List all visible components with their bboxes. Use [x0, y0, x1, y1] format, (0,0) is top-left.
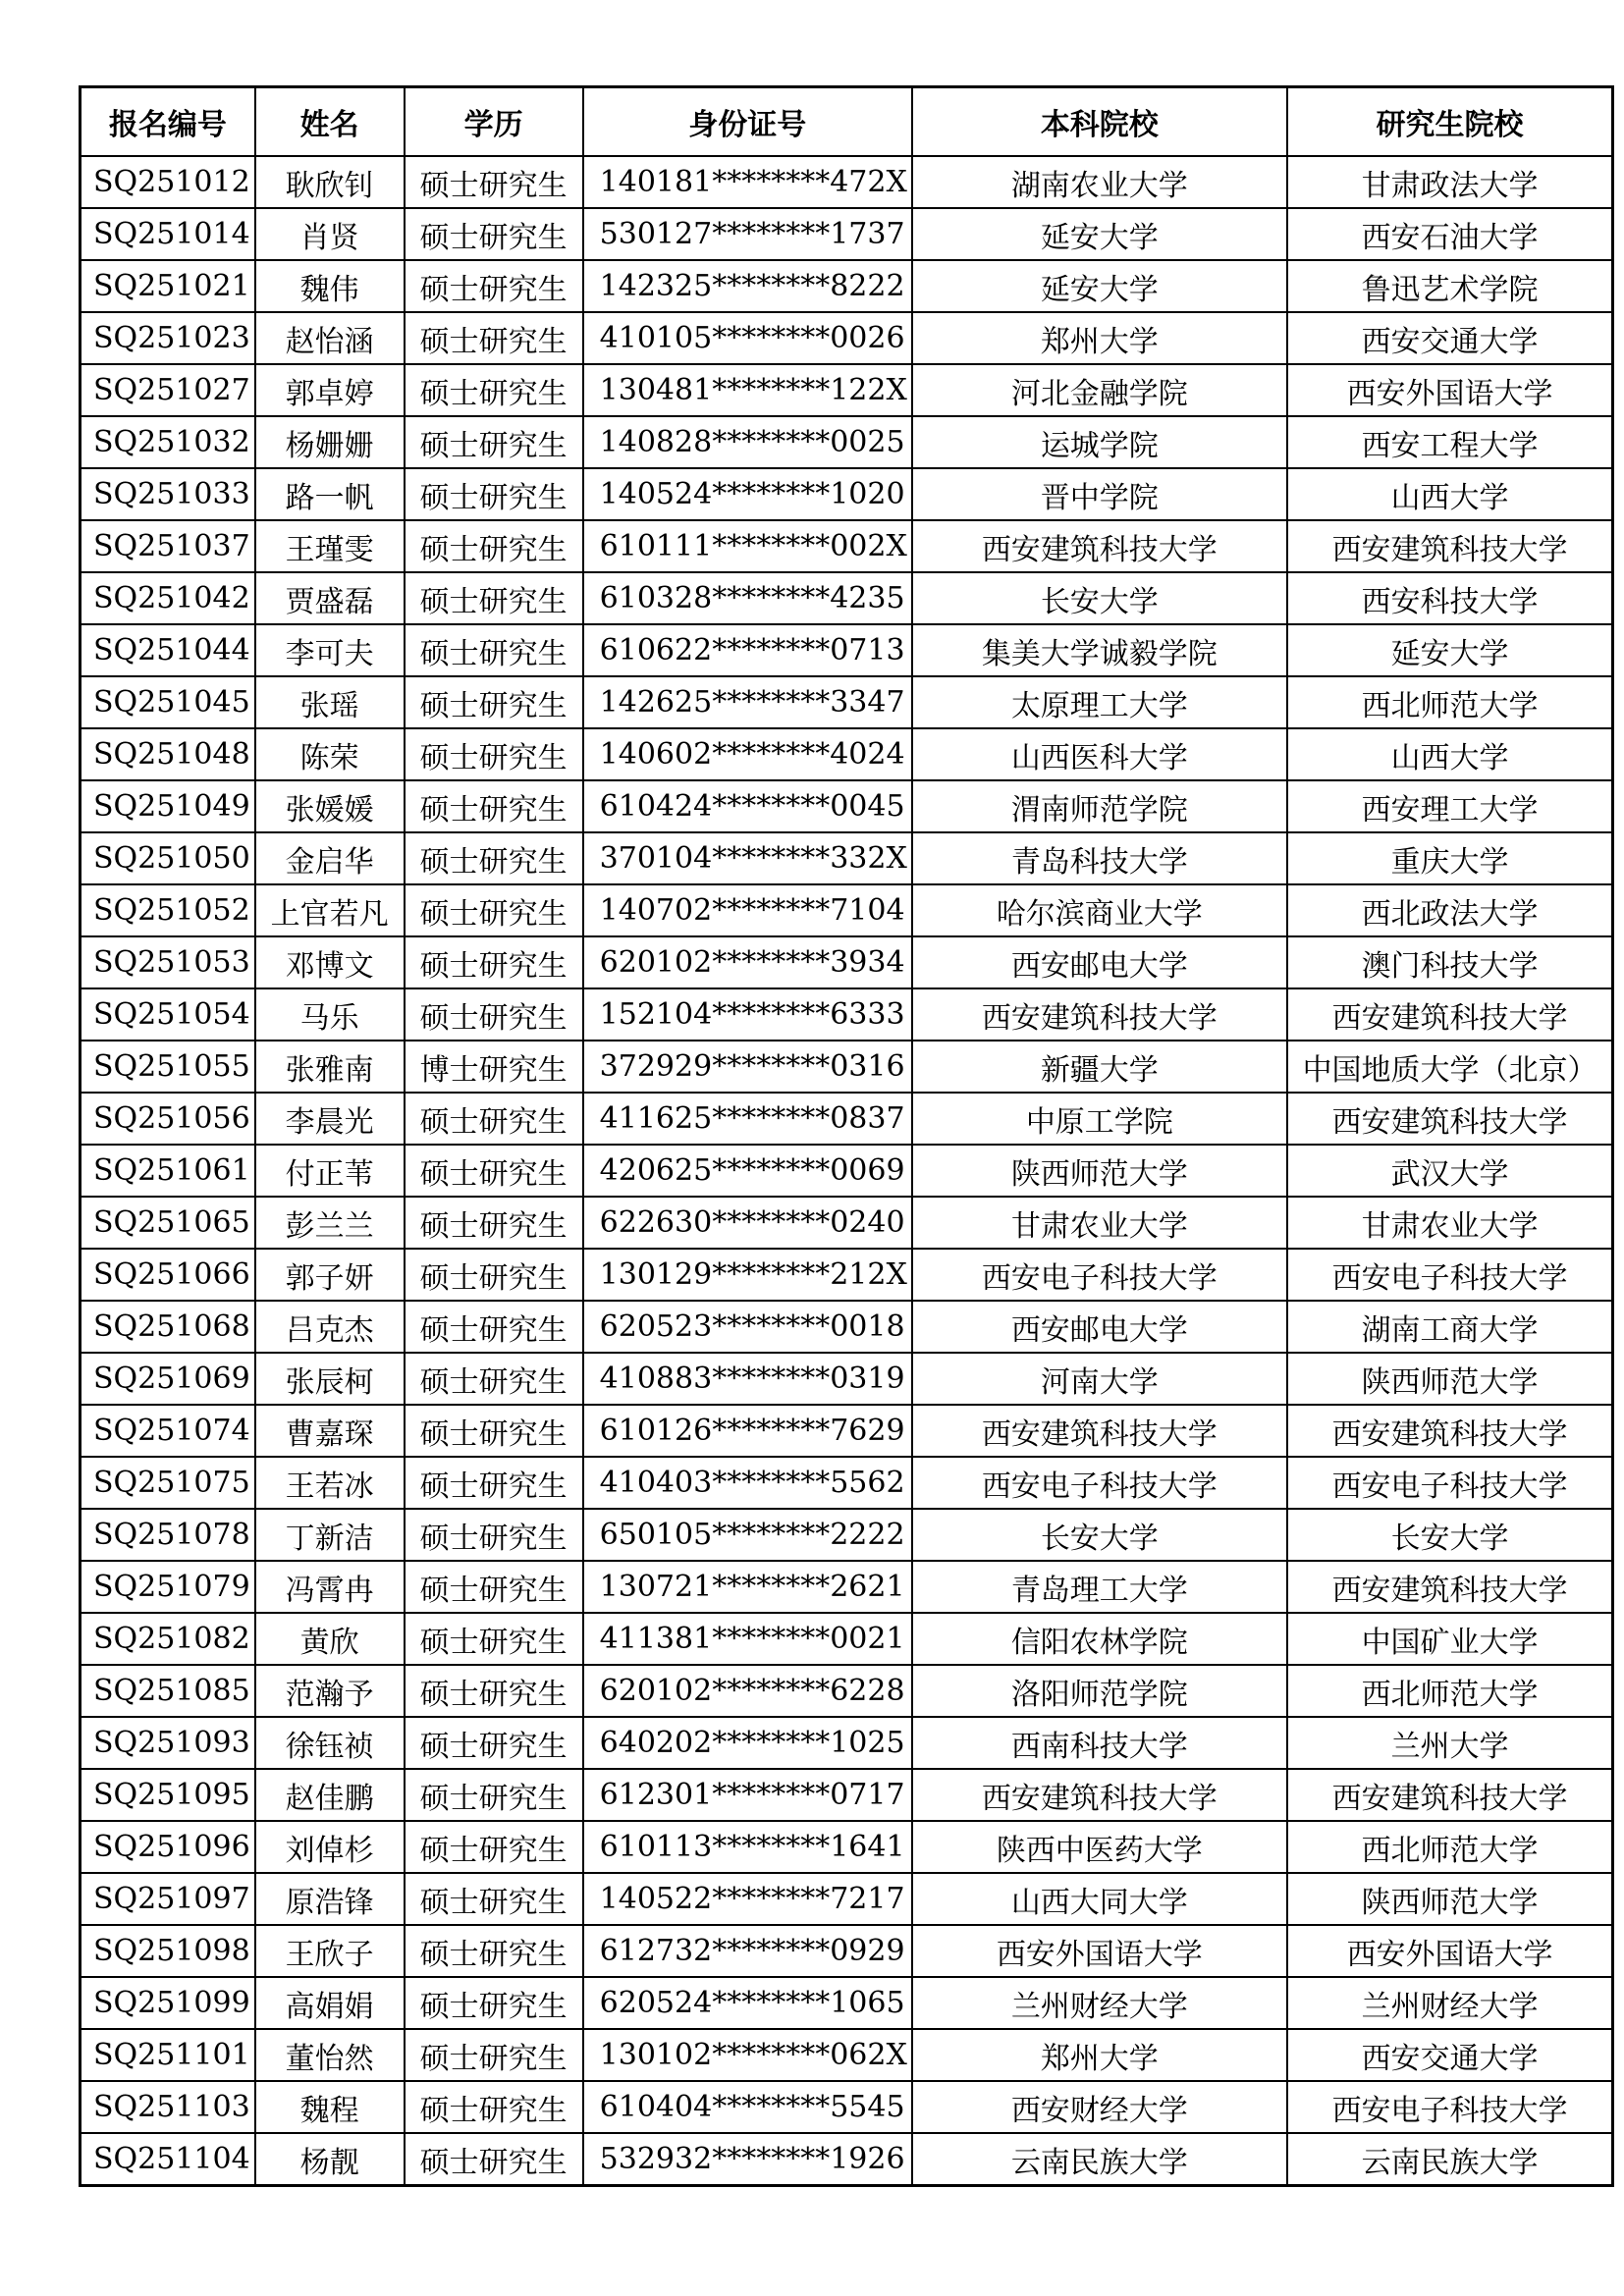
degree-cell: 硕士研究生	[405, 1925, 583, 1977]
undergrad-school-cell: 西安邮电大学	[912, 936, 1287, 988]
graduate-school-cell: 甘肃政法大学	[1287, 156, 1613, 208]
table-row	[81, 156, 1613, 208]
undergrad-school-cell: 河南大学	[912, 1353, 1287, 1405]
degree-cell: 硕士研究生	[405, 260, 583, 312]
name-cell: 邓博文	[255, 936, 405, 988]
id-number-cell: 650105********2222	[583, 1509, 912, 1561]
degree-cell: 硕士研究生	[405, 468, 583, 520]
degree-cell: 硕士研究生	[405, 312, 583, 364]
table-row	[81, 572, 1613, 624]
name-cell: 刘倬杉	[255, 1821, 405, 1873]
registration-no-cell: SQ251050	[81, 832, 255, 884]
table-row	[81, 2133, 1613, 2186]
name-cell: 冯霄冉	[255, 1561, 405, 1613]
registration-no-cell: SQ251032	[81, 416, 255, 468]
registration-no-cell: SQ251044	[81, 624, 255, 676]
registration-no-cell: SQ251053	[81, 936, 255, 988]
table-header	[81, 87, 1613, 157]
id-number-cell: 620102********3934	[583, 936, 912, 988]
graduate-school-cell: 西北政法大学	[1287, 884, 1613, 936]
registration-no-cell: SQ251021	[81, 260, 255, 312]
undergrad-school-cell: 中原工学院	[912, 1093, 1287, 1145]
name-cell: 王若冰	[255, 1457, 405, 1509]
id-number-cell: 370104********332X	[583, 832, 912, 884]
degree-cell: 硕士研究生	[405, 1717, 583, 1769]
name-cell: 杨姗姗	[255, 416, 405, 468]
id-number-cell: 410883********0319	[583, 1353, 912, 1405]
degree-cell: 硕士研究生	[405, 572, 583, 624]
degree-cell: 硕士研究生	[405, 624, 583, 676]
graduate-school-cell: 西安建筑科技大学	[1287, 1561, 1613, 1613]
degree-cell: 硕士研究生	[405, 1977, 583, 2029]
registration-no-cell: SQ251099	[81, 1977, 255, 2029]
graduate-school-cell: 澳门科技大学	[1287, 936, 1613, 988]
name-cell: 陈荣	[255, 728, 405, 780]
graduate-school-cell: 西北师范大学	[1287, 1665, 1613, 1717]
degree-cell: 硕士研究生	[405, 1353, 583, 1405]
table-body	[81, 156, 1613, 2186]
graduate-school-cell: 重庆大学	[1287, 832, 1613, 884]
degree-cell: 硕士研究生	[405, 1561, 583, 1613]
id-number-cell: 420625********0069	[583, 1145, 912, 1197]
undergrad-school-cell: 云南民族大学	[912, 2133, 1287, 2186]
graduate-school-cell: 西安建筑科技大学	[1287, 1405, 1613, 1457]
table-row	[81, 1093, 1613, 1145]
id-number-cell: 532932********1926	[583, 2133, 912, 2186]
degree-cell: 硕士研究生	[405, 2029, 583, 2081]
graduate-school-cell: 山西大学	[1287, 728, 1613, 780]
undergrad-school-cell: 山西大同大学	[912, 1873, 1287, 1925]
graduate-school-cell: 长安大学	[1287, 1509, 1613, 1561]
undergrad-school-cell: 渭南师范学院	[912, 780, 1287, 832]
degree-cell: 硕士研究生	[405, 520, 583, 572]
id-number-cell: 410403********5562	[583, 1457, 912, 1509]
undergrad-school-cell: 陕西中医药大学	[912, 1821, 1287, 1873]
registration-no-cell: SQ251042	[81, 572, 255, 624]
graduate-school-cell: 西安电子科技大学	[1287, 2081, 1613, 2133]
graduate-school-cell: 武汉大学	[1287, 1145, 1613, 1197]
undergrad-school-cell: 青岛科技大学	[912, 832, 1287, 884]
table-row	[81, 1249, 1613, 1301]
id-number-cell: 130481********122X	[583, 364, 912, 416]
registration-no-cell: SQ251079	[81, 1561, 255, 1613]
graduate-school-cell: 西安建筑科技大学	[1287, 988, 1613, 1041]
table-row	[81, 728, 1613, 780]
degree-cell: 硕士研究生	[405, 1613, 583, 1665]
id-number-cell: 610328********4235	[583, 572, 912, 624]
table-row	[81, 1717, 1613, 1769]
table-row	[81, 780, 1613, 832]
registration-no-cell: SQ251037	[81, 520, 255, 572]
id-number-cell: 612301********0717	[583, 1769, 912, 1821]
id-number-cell: 140524********1020	[583, 468, 912, 520]
registration-no-cell: SQ251061	[81, 1145, 255, 1197]
id-number-cell: 372929********0316	[583, 1041, 912, 1093]
degree-cell: 硕士研究生	[405, 208, 583, 260]
header-graduate-school: 研究生院校	[1287, 87, 1613, 157]
name-cell: 赵怡涵	[255, 312, 405, 364]
degree-cell: 硕士研究生	[405, 1405, 583, 1457]
graduate-school-cell: 山西大学	[1287, 468, 1613, 520]
degree-cell: 硕士研究生	[405, 988, 583, 1041]
id-number-cell: 610404********5545	[583, 2081, 912, 2133]
registration-no-cell: SQ251096	[81, 1821, 255, 1873]
name-cell: 彭兰兰	[255, 1197, 405, 1249]
id-number-cell: 130102********062X	[583, 2029, 912, 2081]
table-row	[81, 1769, 1613, 1821]
graduate-school-cell: 湖南工商大学	[1287, 1301, 1613, 1353]
name-cell: 范瀚予	[255, 1665, 405, 1717]
graduate-school-cell: 西安科技大学	[1287, 572, 1613, 624]
undergrad-school-cell: 信阳农林学院	[912, 1613, 1287, 1665]
name-cell: 郭卓婷	[255, 364, 405, 416]
undergrad-school-cell: 延安大学	[912, 208, 1287, 260]
undergrad-school-cell: 郑州大学	[912, 2029, 1287, 2081]
name-cell: 丁新洁	[255, 1509, 405, 1561]
table-row	[81, 1561, 1613, 1613]
registration-no-cell: SQ251068	[81, 1301, 255, 1353]
name-cell: 王瑾雯	[255, 520, 405, 572]
id-number-cell: 610111********002X	[583, 520, 912, 572]
undergrad-school-cell: 西南科技大学	[912, 1717, 1287, 1769]
graduate-school-cell: 陕西师范大学	[1287, 1873, 1613, 1925]
registration-no-cell: SQ251104	[81, 2133, 255, 2186]
undergrad-school-cell: 兰州财经大学	[912, 1977, 1287, 2029]
id-number-cell: 142625********3347	[583, 676, 912, 728]
registration-no-cell: SQ251027	[81, 364, 255, 416]
registration-no-cell: SQ251082	[81, 1613, 255, 1665]
id-number-cell: 620102********6228	[583, 1665, 912, 1717]
undergrad-school-cell: 青岛理工大学	[912, 1561, 1287, 1613]
undergrad-school-cell: 山西医科大学	[912, 728, 1287, 780]
undergrad-school-cell: 西安建筑科技大学	[912, 1405, 1287, 1457]
name-cell: 金启华	[255, 832, 405, 884]
graduate-school-cell: 西安建筑科技大学	[1287, 1093, 1613, 1145]
graduate-school-cell: 中国地质大学（北京）	[1287, 1041, 1613, 1093]
table-row	[81, 1665, 1613, 1717]
graduate-school-cell: 西安石油大学	[1287, 208, 1613, 260]
undergrad-school-cell: 哈尔滨商业大学	[912, 884, 1287, 936]
registration-no-cell: SQ251023	[81, 312, 255, 364]
degree-cell: 硕士研究生	[405, 1145, 583, 1197]
name-cell: 张瑶	[255, 676, 405, 728]
registration-no-cell: SQ251095	[81, 1769, 255, 1821]
name-cell: 张媛媛	[255, 780, 405, 832]
undergrad-school-cell: 湖南农业大学	[912, 156, 1287, 208]
table-row	[81, 624, 1613, 676]
id-number-cell: 622630********0240	[583, 1197, 912, 1249]
table-row	[81, 2081, 1613, 2133]
degree-cell: 硕士研究生	[405, 1093, 583, 1145]
graduate-school-cell: 西安交通大学	[1287, 2029, 1613, 2081]
table-row	[81, 208, 1613, 260]
registration-no-cell: SQ251098	[81, 1925, 255, 1977]
table-row	[81, 1873, 1613, 1925]
undergrad-school-cell: 西安电子科技大学	[912, 1457, 1287, 1509]
degree-cell: 博士研究生	[405, 1041, 583, 1093]
registration-no-cell: SQ251014	[81, 208, 255, 260]
degree-cell: 硕士研究生	[405, 832, 583, 884]
header-undergrad-school: 本科院校	[912, 87, 1287, 157]
degree-cell: 硕士研究生	[405, 884, 583, 936]
table-row	[81, 1041, 1613, 1093]
id-number-cell: 640202********1025	[583, 1717, 912, 1769]
id-number-cell: 152104********6333	[583, 988, 912, 1041]
graduate-school-cell: 西安交通大学	[1287, 312, 1613, 364]
registration-no-cell: SQ251103	[81, 2081, 255, 2133]
id-number-cell: 612732********0929	[583, 1925, 912, 1977]
table-row	[81, 364, 1613, 416]
degree-cell: 硕士研究生	[405, 1457, 583, 1509]
graduate-school-cell: 延安大学	[1287, 624, 1613, 676]
name-cell: 杨靓	[255, 2133, 405, 2186]
header-name: 姓名	[255, 87, 405, 157]
registration-no-cell: SQ251066	[81, 1249, 255, 1301]
graduate-school-cell: 兰州大学	[1287, 1717, 1613, 1769]
id-number-cell: 140522********7217	[583, 1873, 912, 1925]
degree-cell: 硕士研究生	[405, 1769, 583, 1821]
undergrad-school-cell: 西安建筑科技大学	[912, 1769, 1287, 1821]
id-number-cell: 140602********4024	[583, 728, 912, 780]
name-cell: 曹嘉琛	[255, 1405, 405, 1457]
name-cell: 郭子妍	[255, 1249, 405, 1301]
undergrad-school-cell: 新疆大学	[912, 1041, 1287, 1093]
name-cell: 路一帆	[255, 468, 405, 520]
undergrad-school-cell: 西安外国语大学	[912, 1925, 1287, 1977]
degree-cell: 硕士研究生	[405, 156, 583, 208]
degree-cell: 硕士研究生	[405, 2133, 583, 2186]
table-row	[81, 832, 1613, 884]
graduate-school-cell: 西安理工大学	[1287, 780, 1613, 832]
registration-no-cell: SQ251101	[81, 2029, 255, 2081]
table-row	[81, 1821, 1613, 1873]
degree-cell: 硕士研究生	[405, 936, 583, 988]
id-number-cell: 130721********2621	[583, 1561, 912, 1613]
table-row	[81, 1353, 1613, 1405]
degree-cell: 硕士研究生	[405, 1821, 583, 1873]
registration-no-cell: SQ251048	[81, 728, 255, 780]
table-row	[81, 676, 1613, 728]
table-row	[81, 260, 1613, 312]
graduate-school-cell: 西安建筑科技大学	[1287, 1769, 1613, 1821]
undergrad-school-cell: 长安大学	[912, 572, 1287, 624]
name-cell: 赵佳鹏	[255, 1769, 405, 1821]
name-cell: 原浩锋	[255, 1873, 405, 1925]
table-row	[81, 520, 1613, 572]
table-row	[81, 1197, 1613, 1249]
table-row	[81, 312, 1613, 364]
degree-cell: 硕士研究生	[405, 416, 583, 468]
id-number-cell: 410105********0026	[583, 312, 912, 364]
table-row	[81, 936, 1613, 988]
id-number-cell: 530127********1737	[583, 208, 912, 260]
graduate-school-cell: 西安建筑科技大学	[1287, 520, 1613, 572]
registration-no-cell: SQ251012	[81, 156, 255, 208]
degree-cell: 硕士研究生	[405, 1665, 583, 1717]
table-row	[81, 1977, 1613, 2029]
undergrad-school-cell: 长安大学	[912, 1509, 1287, 1561]
degree-cell: 硕士研究生	[405, 1873, 583, 1925]
table-row	[81, 1145, 1613, 1197]
graduate-school-cell: 西北师范大学	[1287, 676, 1613, 728]
registration-no-cell: SQ251085	[81, 1665, 255, 1717]
undergrad-school-cell: 陕西师范大学	[912, 1145, 1287, 1197]
name-cell: 上官若凡	[255, 884, 405, 936]
id-number-cell: 140181********472X	[583, 156, 912, 208]
name-cell: 张辰柯	[255, 1353, 405, 1405]
name-cell: 贾盛磊	[255, 572, 405, 624]
table-row	[81, 1613, 1613, 1665]
id-number-cell: 142325********8222	[583, 260, 912, 312]
graduate-school-cell: 西安工程大学	[1287, 416, 1613, 468]
undergrad-school-cell: 西安建筑科技大学	[912, 520, 1287, 572]
name-cell: 马乐	[255, 988, 405, 1041]
undergrad-school-cell: 西安财经大学	[912, 2081, 1287, 2133]
name-cell: 李晨光	[255, 1093, 405, 1145]
table-row	[81, 468, 1613, 520]
undergrad-school-cell: 延安大学	[912, 260, 1287, 312]
registration-no-cell: SQ251056	[81, 1093, 255, 1145]
table-row	[81, 1925, 1613, 1977]
registration-no-cell: SQ251049	[81, 780, 255, 832]
undergrad-school-cell: 甘肃农业大学	[912, 1197, 1287, 1249]
registration-no-cell: SQ251054	[81, 988, 255, 1041]
name-cell: 高娟娟	[255, 1977, 405, 2029]
registration-no-cell: SQ251074	[81, 1405, 255, 1457]
id-number-cell: 411625********0837	[583, 1093, 912, 1145]
name-cell: 董怡然	[255, 2029, 405, 2081]
graduate-school-cell: 兰州财经大学	[1287, 1977, 1613, 2029]
name-cell: 耿欣钊	[255, 156, 405, 208]
undergrad-school-cell: 西安邮电大学	[912, 1301, 1287, 1353]
table-row	[81, 884, 1613, 936]
graduate-school-cell: 中国矿业大学	[1287, 1613, 1613, 1665]
registration-no-cell: SQ251097	[81, 1873, 255, 1925]
degree-cell: 硕士研究生	[405, 728, 583, 780]
graduate-school-cell: 陕西师范大学	[1287, 1353, 1613, 1405]
undergrad-school-cell: 郑州大学	[912, 312, 1287, 364]
graduate-school-cell: 鲁迅艺术学院	[1287, 260, 1613, 312]
degree-cell: 硕士研究生	[405, 780, 583, 832]
graduate-school-cell: 西安外国语大学	[1287, 364, 1613, 416]
id-number-cell: 620523********0018	[583, 1301, 912, 1353]
degree-cell: 硕士研究生	[405, 2081, 583, 2133]
registration-no-cell: SQ251093	[81, 1717, 255, 1769]
id-number-cell: 610424********0045	[583, 780, 912, 832]
header-registration-no: 报名编号	[81, 87, 255, 157]
degree-cell: 硕士研究生	[405, 1197, 583, 1249]
table-row	[81, 1509, 1613, 1561]
graduate-school-cell: 甘肃农业大学	[1287, 1197, 1613, 1249]
table-row	[81, 1301, 1613, 1353]
degree-cell: 硕士研究生	[405, 1509, 583, 1561]
registration-no-cell: SQ251033	[81, 468, 255, 520]
undergrad-school-cell: 河北金融学院	[912, 364, 1287, 416]
name-cell: 黄欣	[255, 1613, 405, 1665]
graduate-school-cell: 西安电子科技大学	[1287, 1249, 1613, 1301]
id-number-cell: 610622********0713	[583, 624, 912, 676]
name-cell: 张雅南	[255, 1041, 405, 1093]
name-cell: 王欣子	[255, 1925, 405, 1977]
header-degree: 学历	[405, 87, 583, 157]
table-row	[81, 1405, 1613, 1457]
table-row	[81, 2029, 1613, 2081]
undergrad-school-cell: 运城学院	[912, 416, 1287, 468]
registration-no-cell: SQ251065	[81, 1197, 255, 1249]
registration-no-cell: SQ251078	[81, 1509, 255, 1561]
id-number-cell: 610126********7629	[583, 1405, 912, 1457]
graduate-school-cell: 西安电子科技大学	[1287, 1457, 1613, 1509]
registration-no-cell: SQ251069	[81, 1353, 255, 1405]
registration-no-cell: SQ251055	[81, 1041, 255, 1093]
undergrad-school-cell: 洛阳师范学院	[912, 1665, 1287, 1717]
undergrad-school-cell: 西安电子科技大学	[912, 1249, 1287, 1301]
name-cell: 吕克杰	[255, 1301, 405, 1353]
id-number-cell: 411381********0021	[583, 1613, 912, 1665]
candidate-table	[79, 85, 1614, 2187]
graduate-school-cell: 西北师范大学	[1287, 1821, 1613, 1873]
degree-cell: 硕士研究生	[405, 1301, 583, 1353]
id-number-cell: 620524********1065	[583, 1977, 912, 2029]
graduate-school-cell: 西安外国语大学	[1287, 1925, 1613, 1977]
table-row	[81, 1457, 1613, 1509]
name-cell: 李可夫	[255, 624, 405, 676]
header-row	[81, 87, 1613, 157]
name-cell: 肖贤	[255, 208, 405, 260]
undergrad-school-cell: 晋中学院	[912, 468, 1287, 520]
degree-cell: 硕士研究生	[405, 676, 583, 728]
degree-cell: 硕士研究生	[405, 1249, 583, 1301]
id-number-cell: 140702********7104	[583, 884, 912, 936]
undergrad-school-cell: 集美大学诚毅学院	[912, 624, 1287, 676]
id-number-cell: 140828********0025	[583, 416, 912, 468]
graduate-school-cell: 云南民族大学	[1287, 2133, 1613, 2186]
table-row	[81, 416, 1613, 468]
name-cell: 魏伟	[255, 260, 405, 312]
undergrad-school-cell: 太原理工大学	[912, 676, 1287, 728]
name-cell: 魏程	[255, 2081, 405, 2133]
name-cell: 付正苇	[255, 1145, 405, 1197]
registration-no-cell: SQ251045	[81, 676, 255, 728]
table-row	[81, 988, 1613, 1041]
id-number-cell: 130129********212X	[583, 1249, 912, 1301]
registration-no-cell: SQ251052	[81, 884, 255, 936]
degree-cell: 硕士研究生	[405, 364, 583, 416]
header-id-number: 身份证号	[583, 87, 912, 157]
undergrad-school-cell: 西安建筑科技大学	[912, 988, 1287, 1041]
id-number-cell: 610113********1641	[583, 1821, 912, 1873]
registration-no-cell: SQ251075	[81, 1457, 255, 1509]
name-cell: 徐钰祯	[255, 1717, 405, 1769]
